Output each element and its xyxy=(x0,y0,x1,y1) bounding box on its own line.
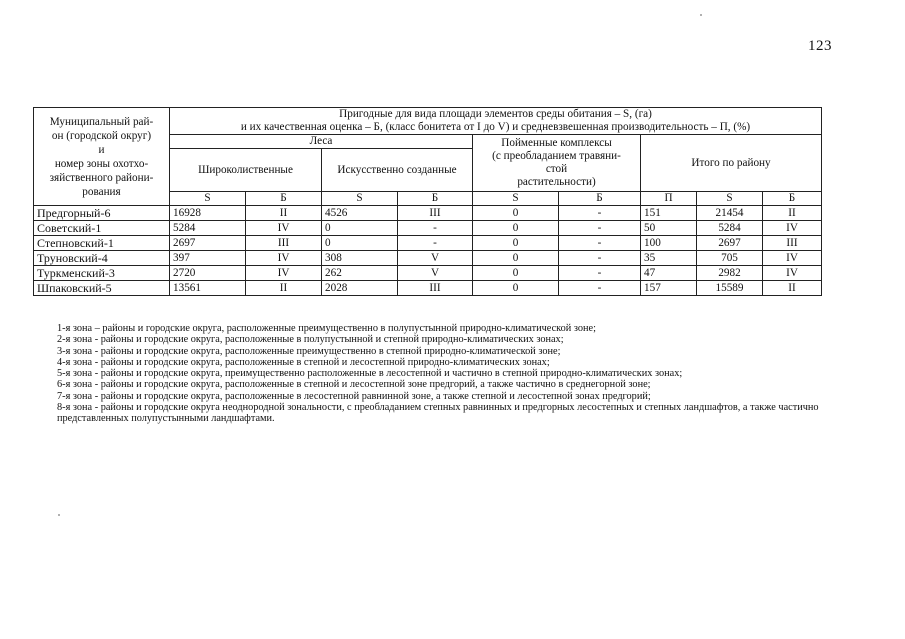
table-cell: - xyxy=(559,221,641,236)
municipality-header-line: он (городской округ) xyxy=(51,129,152,142)
table-cell: - xyxy=(398,236,473,251)
zone-note: 5-я зона - районы и городские округа, преимущественно расположенные в лесостепной и частично в степной природно-климатических зонах; xyxy=(57,368,683,380)
table-cell: 0 xyxy=(473,206,559,221)
table-cell: - xyxy=(398,221,473,236)
zone-note: 4-я зона - районы и городские округа, расположенные в степной и лесостепной природно-климатических зонах; xyxy=(57,356,550,368)
table-cell: 0 xyxy=(473,251,559,266)
zone-note: 6-я зона - районы и городские округа, расположенные в степной и лесостепной зоне предгорий, а также частично в среднегорной зоне; xyxy=(57,379,651,391)
table-cell: 0 xyxy=(473,266,559,281)
broadleaf-header: Широколиственные xyxy=(170,149,322,192)
table-cell: III xyxy=(246,236,322,251)
scan-speck xyxy=(700,14,702,16)
table-cell: 47 xyxy=(641,266,697,281)
table-cell: 0 xyxy=(473,236,559,251)
column-header: S xyxy=(170,192,246,206)
table-cell: 2982 xyxy=(697,266,763,281)
table-cell: 4526 xyxy=(322,206,398,221)
table-cell: - xyxy=(559,206,641,221)
zone-note: 1-я зона – районы и городские округа, расположенные преимущественно в полупустынной природно-климатической зоне; xyxy=(57,323,596,334)
table-row xyxy=(34,206,822,221)
page-number: 123 xyxy=(808,38,832,54)
district-total-header: Итого по району xyxy=(641,135,822,192)
table-cell: 0 xyxy=(322,221,398,236)
zone-notes xyxy=(57,323,837,425)
floodplain-header-line: стой xyxy=(545,163,568,175)
table-cell: 262 xyxy=(322,266,398,281)
table-row xyxy=(34,281,822,296)
floodplain-header-line: Пойменные комплексы xyxy=(501,137,612,149)
table-cell: II xyxy=(763,206,822,221)
table-cell: 100 xyxy=(641,236,697,251)
table-cell: III xyxy=(398,206,473,221)
table-cell: 50 xyxy=(641,221,697,236)
column-header: S xyxy=(697,192,763,206)
zone-note: 7-я зона - районы и городские округа, расположенные в лесостепной равнинной зоне, а также степной и лесостепной зонах предгорий; xyxy=(57,390,651,402)
floodplain-header xyxy=(473,135,641,192)
table-cell: 15589 xyxy=(697,281,763,296)
municipality-name: Туркменский-3 xyxy=(34,266,170,281)
table-cell: IV xyxy=(246,251,322,266)
municipality-name: Предгорный-6 xyxy=(34,206,170,221)
main-header-line-1: Пригодные для вида площади элементов среды обитания – S, (га) xyxy=(339,108,652,120)
table-cell: 13561 xyxy=(170,281,246,296)
table-cell: IV xyxy=(763,266,822,281)
table-cell: 0 xyxy=(473,221,559,236)
column-header: Б xyxy=(559,192,641,206)
municipality-name: Советский-1 xyxy=(34,221,170,236)
municipality-header-line: и xyxy=(98,143,105,156)
table-cell: IV xyxy=(763,251,822,266)
table-cell: 0 xyxy=(322,236,398,251)
column-header: Б xyxy=(398,192,473,206)
floodplain-header-line: растительности) xyxy=(517,176,596,188)
main-header-line-2: и их качественная оценка – Б, (класс бонитета от I до V) и средневзвешенная производительность – П, (%) xyxy=(240,121,751,133)
municipality-name: Шпаковский-5 xyxy=(34,281,170,296)
municipality-header-line: рования xyxy=(82,185,121,198)
table-cell: 21454 xyxy=(697,206,763,221)
table-cell: 2028 xyxy=(322,281,398,296)
municipality-name: Степновский-1 xyxy=(34,236,170,251)
table-row xyxy=(34,221,822,236)
table-cell: 2697 xyxy=(170,236,246,251)
zone-note: 2-я зона - районы и городские округа, расположенные в полупустынной и степной природно-климатических зонах; xyxy=(57,334,564,346)
table-cell: 16928 xyxy=(170,206,246,221)
habitat-main-header xyxy=(170,108,822,135)
table-cell: V xyxy=(398,266,473,281)
table-cell: 0 xyxy=(473,281,559,296)
table-cell: II xyxy=(763,281,822,296)
municipality-header-line: номер зоны охотхо- xyxy=(54,157,149,170)
table-cell: IV xyxy=(246,266,322,281)
table-cell: 157 xyxy=(641,281,697,296)
column-header: Б xyxy=(763,192,822,206)
table-row xyxy=(34,236,822,251)
table-cell: 151 xyxy=(641,206,697,221)
table-cell: V xyxy=(398,251,473,266)
table-cell: - xyxy=(559,251,641,266)
table-cell: 2720 xyxy=(170,266,246,281)
column-header: П xyxy=(641,192,697,206)
table-cell: II xyxy=(246,206,322,221)
column-header: Б xyxy=(246,192,322,206)
table-cell: IV xyxy=(763,221,822,236)
table-cell: IV xyxy=(246,221,322,236)
table-cell: 705 xyxy=(697,251,763,266)
zone-note: 3-я зона - районы и городские округа, расположенные преимущественно в степной природно-климатической зоне; xyxy=(57,345,561,357)
table-cell: III xyxy=(763,236,822,251)
zone-note: 8-я зона - районы и городские округа неоднородной зональности, с преобладанием степных равнинных и предгорных лесостепных и степных ландшафтов, а также частично представленных полупустынными ландшафтами. xyxy=(57,402,819,425)
table-cell: - xyxy=(559,266,641,281)
table-cell: 5284 xyxy=(170,221,246,236)
forests-header: Леса xyxy=(170,135,473,149)
municipality-header xyxy=(34,108,170,206)
municipality-name: Труновский-4 xyxy=(34,251,170,266)
scan-speck xyxy=(58,514,60,516)
table-cell: 5284 xyxy=(697,221,763,236)
table-cell: III xyxy=(398,281,473,296)
table-cell: II xyxy=(246,281,322,296)
artificial-header: Искусственно созданные xyxy=(322,149,473,192)
table-row xyxy=(34,251,822,266)
table-cell: - xyxy=(559,236,641,251)
floodplain-header-line: (с преобладанием травяни- xyxy=(492,150,621,162)
municipality-header-line: зяйственного райони- xyxy=(49,171,154,184)
table-row xyxy=(34,266,822,281)
table-cell: 35 xyxy=(641,251,697,266)
table-cell: 308 xyxy=(322,251,398,266)
column-header: S xyxy=(322,192,398,206)
municipality-header-line: Муниципальный рай- xyxy=(49,115,154,128)
table-cell: 397 xyxy=(170,251,246,266)
table-cell: - xyxy=(559,281,641,296)
habitat-table xyxy=(33,107,822,296)
table-cell: 2697 xyxy=(697,236,763,251)
column-header: S xyxy=(473,192,559,206)
